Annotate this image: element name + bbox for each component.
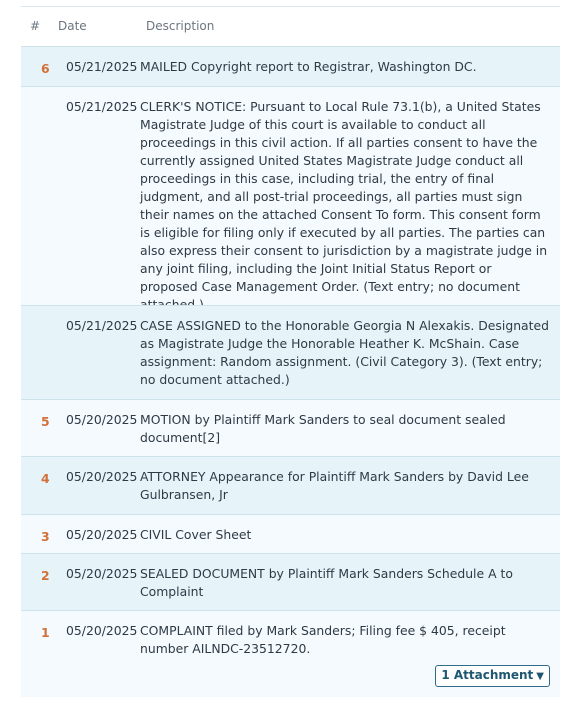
docket-entry bbox=[21, 86, 560, 305]
entry-number[interactable]: 1 bbox=[41, 625, 50, 640]
docket-entry bbox=[21, 553, 560, 610]
entry-date: 05/20/2025 bbox=[66, 412, 138, 427]
entry-description: COMPLAINT filed by Mark Sanders; Filing fee $ 405, receipt number AILNDC-23512720. bbox=[140, 623, 506, 656]
entry-description: SEALED DOCUMENT by Plaintiff Mark Sanders Schedule A to Complaint bbox=[140, 566, 513, 599]
entry-date: 05/21/2025 bbox=[66, 318, 138, 333]
entry-date: 05/21/2025 bbox=[66, 59, 138, 74]
table-header bbox=[21, 7, 560, 46]
entry-number[interactable]: 5 bbox=[41, 414, 50, 429]
entry-number[interactable]: 4 bbox=[41, 471, 50, 486]
entry-description: ATTORNEY Appearance for Plaintiff Mark Sanders by David Lee Gulbransen, Jr bbox=[140, 469, 529, 502]
docket-entry bbox=[21, 456, 560, 514]
docket-entry bbox=[21, 305, 560, 399]
entry-description: MAILED Copyright report to Registrar, Washington DC. bbox=[140, 59, 477, 74]
entry-date: 05/20/2025 bbox=[66, 566, 138, 581]
header-description: Description bbox=[146, 19, 215, 33]
header-number: # bbox=[30, 19, 41, 33]
caret-down-icon: ▼ bbox=[536, 671, 544, 682]
entry-description: CASE ASSIGNED to the Honorable Georgia N Alexakis. Designated as Magistrate Judge the Honorable Heather K. McShain. Case assignment: Random assignment. (Civil Category 3). (Text entry; no document attached.) bbox=[140, 318, 549, 387]
entry-number[interactable]: 2 bbox=[41, 568, 50, 583]
docket-entry bbox=[21, 610, 560, 697]
entry-description: CIVIL Cover Sheet bbox=[140, 527, 252, 542]
attachment-dropdown-button[interactable] bbox=[435, 665, 550, 687]
entry-date: 05/20/2025 bbox=[66, 469, 138, 484]
header-date: Date bbox=[58, 19, 87, 33]
docket-table bbox=[21, 6, 560, 697]
entry-description: MOTION by Plaintiff Mark Sanders to seal document sealed document[2] bbox=[140, 412, 506, 445]
docket-entry bbox=[21, 46, 560, 86]
entry-date: 05/20/2025 bbox=[66, 527, 138, 542]
attachment-label: 1 Attachment bbox=[441, 668, 534, 682]
entry-date: 05/20/2025 bbox=[66, 623, 138, 638]
entry-description: CLERK'S NOTICE: Pursuant to Local Rule 73.1(b), a United States Magistrate Judge of this court is available to conduct all proceedings in this civil action. If all parties consent to have the currently assigned United States Magistrate Judge conduct all proceedings in this case, including trial, the entry of final judgment, and all post-trial proceedings, all parties must sign their names on the attached Consent To form. This consent form is eligible for filing only if executed by all parties. The parties can also express their consent to jurisdiction by a magistrate judge in any joint filing, including the Joint Initial Status Report or proposed Case Management Order. (Text entry; no document bbox=[140, 99, 548, 294]
entry-number[interactable]: 6 bbox=[41, 61, 50, 76]
docket-entry bbox=[21, 399, 560, 456]
docket-entry bbox=[21, 514, 560, 553]
entry-date: 05/21/2025 bbox=[66, 99, 138, 114]
entry-number[interactable]: 3 bbox=[41, 529, 50, 544]
